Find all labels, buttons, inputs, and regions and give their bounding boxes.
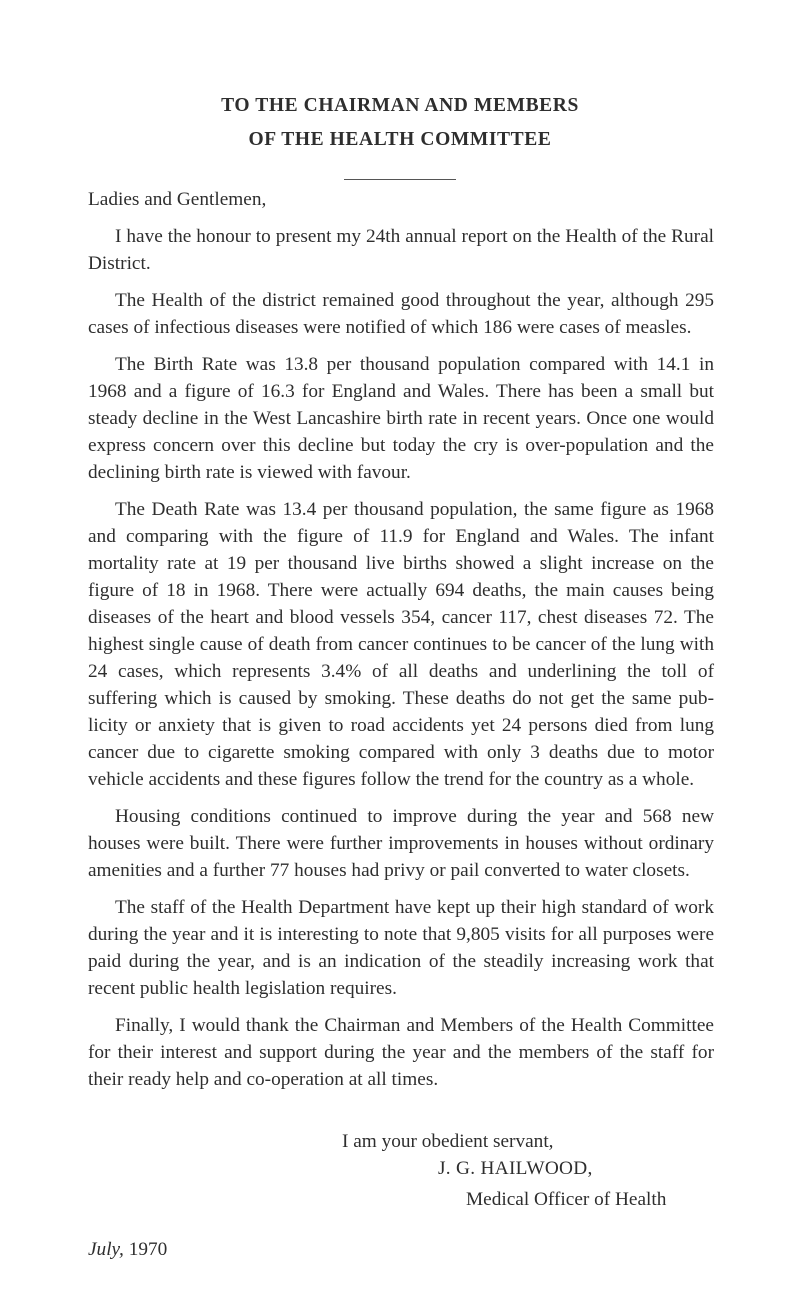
divider-rule	[344, 179, 456, 180]
paragraph-infectious-diseases: The Health of the district remained good throughout the year, although 295 cases of infectious diseases were notified of which 186 were cases of measles.	[88, 290, 714, 338]
date-year: 1970	[128, 1239, 168, 1260]
paragraph-birth-rate: The Birth Rate was 13.8 per thousand population compared with 14.1 in 1968 and a figure of 16.3 for England and Wales. There has been a small but steady decline in the West Lancashire birth rate in recent years. Once one would express concern over this decline but today the cry is over-population and the declining birth rate is viewed with favour.	[88, 354, 714, 483]
signatory-title: Medical Officer of Health	[466, 1189, 667, 1210]
paragraph-housing: Housing conditions continued to improve during the year and 568 new houses were built. There were further improvements in houses without ordinary amenities and a further 77 houses had privy or pail converted to water closets.	[88, 806, 714, 881]
date-month: July,	[88, 1239, 124, 1260]
valediction: I am your obedient servant,	[342, 1131, 554, 1152]
letter-date	[88, 1236, 167, 1263]
salutation: Ladies and Gentlemen,	[88, 189, 267, 210]
paragraph-staff: The staff of the Health Department have kept up their high standard of work during the year and it is interesting to note that 9,805 visits for all purposes were paid during the year, and is an indication of the steadily increasing work that recent public health legislation requires.	[88, 897, 714, 999]
signatory-name: J. G. HAILWOOD,	[438, 1158, 593, 1179]
signature-block	[342, 1128, 742, 1213]
paragraph-intro: I have the honour to present my 24th annual report on the Health of the Rural District.	[88, 226, 714, 274]
heading-line-2: OF THE HEALTH COMMITTEE	[248, 129, 552, 150]
heading-line-1: TO THE CHAIRMAN AND MEMBERS	[221, 95, 579, 116]
letter-body	[88, 186, 714, 1103]
paragraph-death-rate: The Death Rate was 13.4 per thousand population, the same figure as 1968 and comparing with the figure of 11.9 for England and Wales. The infant mortality rate at 19 per thousand live births showed a slight increase on the figure of 18 in 1968. There were actually 694 deaths, the main causes being diseases of the heart and blood vessels 354, cancer 117, chest diseases 72. The highest single cause of death from cancer continues to be cancer of the lung with 24 cases, which represents 3.4% of all deaths and underlining the toll of suffering which is caused by smoking. These deaths do not get the same publicity or anxiety that is given to road accidents yet 24 persons died from lung cancer due to cigarette smoking compared with only 3 deaths due to motor vehicle accidents and these figures follow the trend for the country as a whole.	[88, 499, 714, 790]
paragraph-thanks: Finally, I would thank the Chairman and Members of the Health Committee for their interest and support during the year and the members of the staff for their ready help and co-operation at all times.	[88, 1015, 714, 1090]
